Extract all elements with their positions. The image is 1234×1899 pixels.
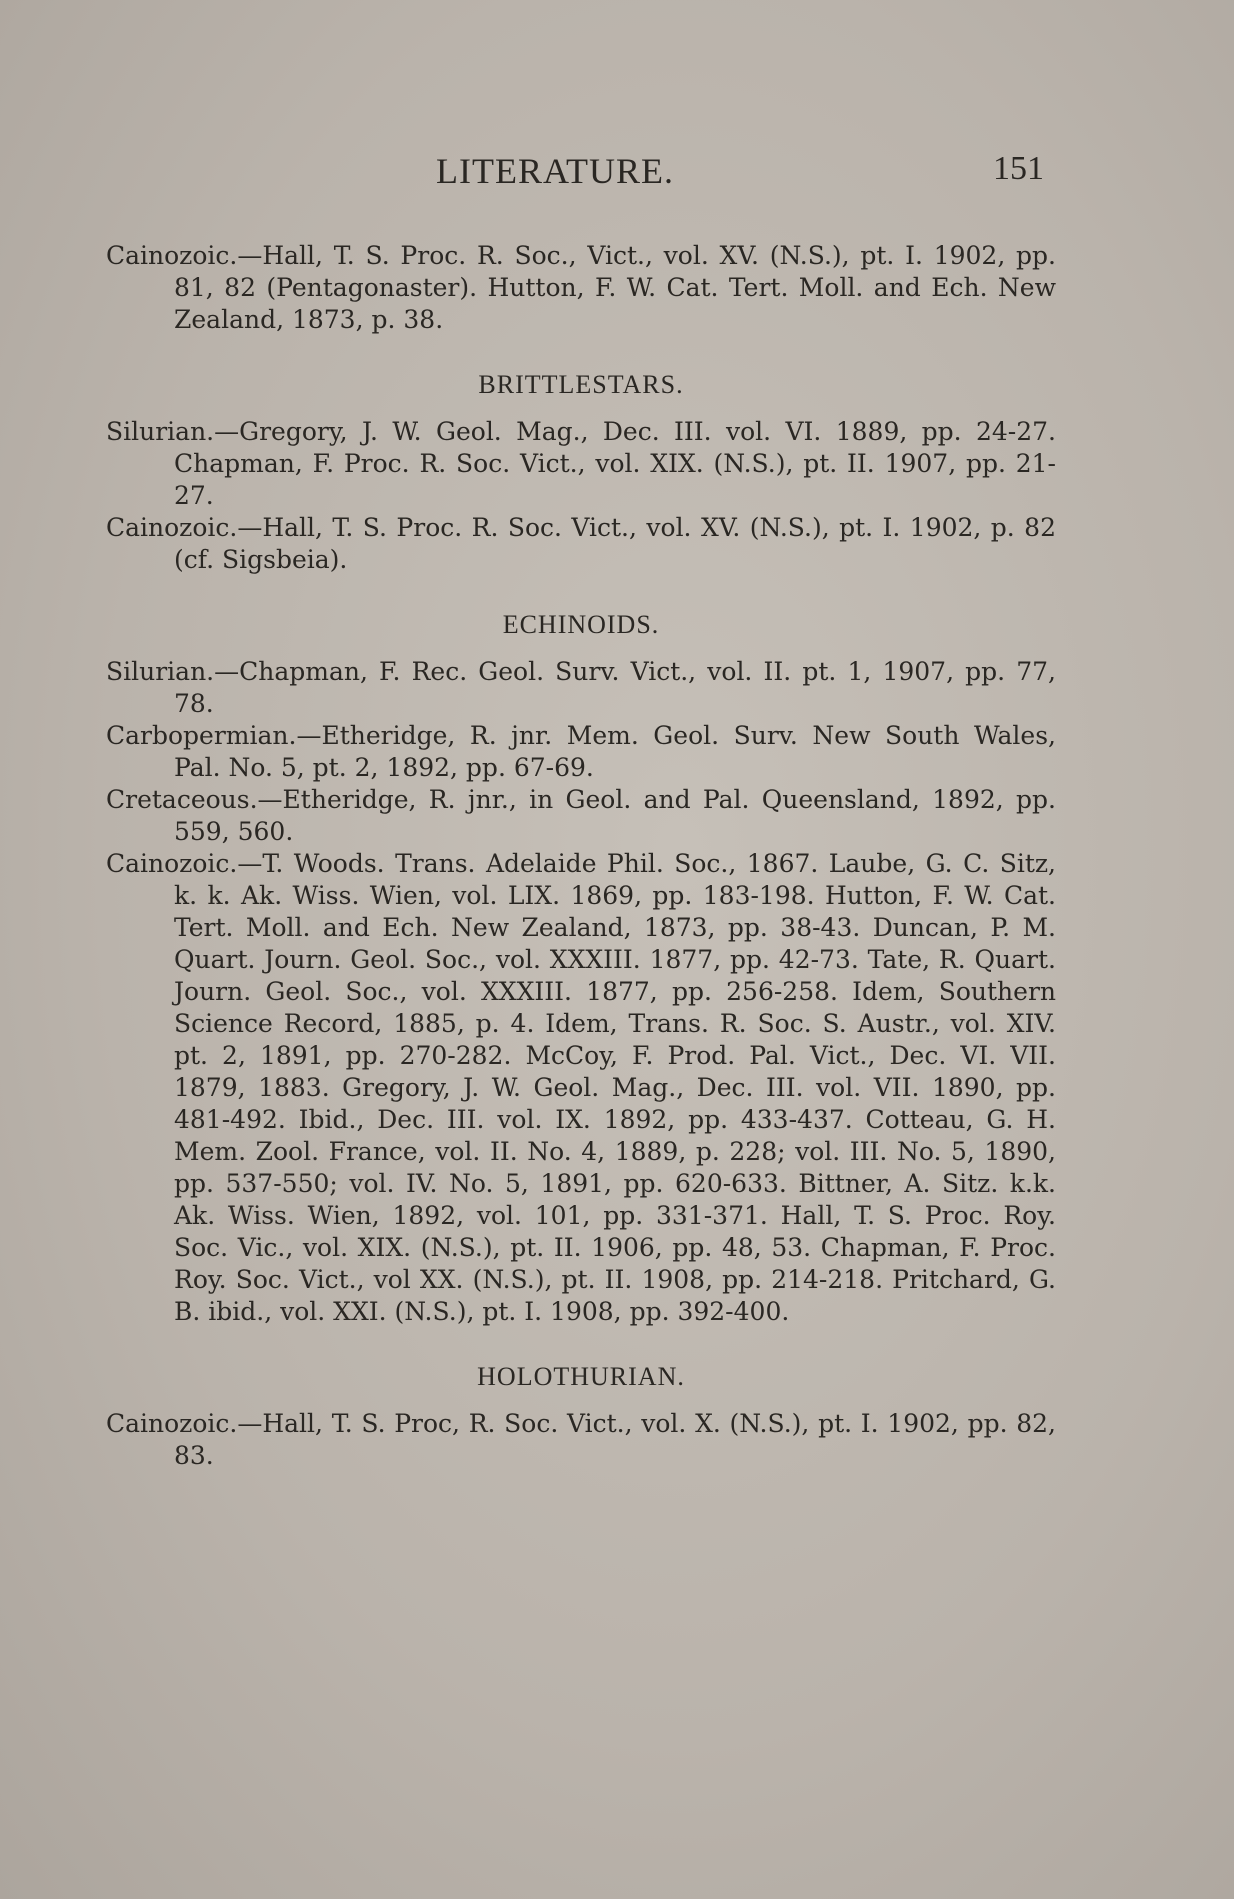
section-holothurian [106, 1362, 1056, 1472]
page-content [106, 240, 1056, 1472]
section-heading: HOLOTHURIAN. [477, 1362, 685, 1391]
page-number: 151 [993, 150, 1044, 187]
section-heading: BRITTLESTARS. [478, 370, 684, 399]
running-head: LITERATURE. [436, 151, 674, 191]
bibliography-entry: Cainozoic.—Hall, T. S. Proc. R. Soc., Vict., vol. XV. (N.S.), pt. I. 1902, pp. 81, 82 (Pentagonaster). Hutton, F. W. Cat. Tert. Moll. and Ech. New Zealand, 1873, p. 38. [106, 241, 1056, 334]
section-brittlestars [106, 370, 1056, 576]
bibliography-entry: Silurian.—Chapman, F. Rec. Geol. Surv. Vict., vol. II. pt. 1, 1907, pp. 77, 78. [106, 657, 1056, 718]
bibliography-entry: Carbopermian.—Etheridge, R. jnr. Mem. Geol. Surv. New South Wales, Pal. No. 5, pt. 2, 1892, pp. 67-69. [106, 721, 1056, 782]
bibliography-entry: Cretaceous.—Etheridge, R. jnr., in Geol. and Pal. Queensland, 1892, pp. 559, 560. [106, 785, 1056, 846]
bibliography-entry: Cainozoic.—Hall, T. S. Proc. R. Soc. Vict., vol. XV. (N.S.), pt. I. 1902, p. 82 (cf. Sigsbeia). [106, 513, 1056, 574]
bibliography-entry: Cainozoic.—T. Woods. Trans. Adelaide Phil. Soc., 1867. Laube, G. C. Sitz, k. k. Ak. Wiss. Wien, vol. LIX. 1869, pp. 183-198. Hutton, F. W. Cat. Tert. Moll. and Ech. New Zealand, 1873, pp. 38-43. Duncan, P. M. Quart. Journ. Geol. Soc., vol. XXXIII. 1877, pp. 42-73. Tate, R. Quart. Journ. Geol. Soc., vol. XXXIII. 1877, pp. 256-258. Idem, Southern Science Record, 1885, p. 4. Idem, Trans. R. Soc. S. Austr., vol. XIV. pt. 2, 1891, pp. 270-282. McCoy, F. Prod. Pal. Vict., Dec. VI. VII. 1879, 1883. Gregory, J. W. Geol. Mag., Dec. III. vol. VII. 1890, pp. 481-492. Ibid., Dec. III. vol. IX. 1892, pp. 433-437. Cotteau, G. H. Mem. Zool. France, vol. II. No. 4, 1889, p. 228; vol. III. No. 5, 1890, pp. 537-550; vol. IV. No. 5, 1891, pp. 620-633. Bittner, A. Sitz. k.k. Ak. Wiss. Wien, 1892, vol. 101, pp. 331-371. Hall, T. S. Proc. Roy. Soc. Vic., vol. XIX. (N.S.), pt. II. 1906, pp. 48, 53. Chapman, F. Proc. Roy. Soc. Vict., vol XX. (N.S.), pt. II. 1908, pp. 214-218. Pritchard, G. B. ibid., vol. XXI. (N.S.), pt. I. 1908, pp. 392-400. [106, 849, 1056, 1326]
section-heading: ECHINOIDS. [502, 610, 660, 639]
section-echinoids [106, 610, 1056, 1328]
bibliography-entry: Cainozoic.—Hall, T. S. Proc, R. Soc. Vict., vol. X. (N.S.), pt. I. 1902, pp. 82, 83. [106, 1409, 1056, 1470]
section-continuation [106, 240, 1056, 336]
bibliography-entry: Silurian.—Gregory, J. W. Geol. Mag., Dec. III. vol. VI. 1889, pp. 24-27. Chapman, F. Proc. R. Soc. Vict., vol. XIX. (N.S.), pt. II. 1907, pp. 21-27. [106, 417, 1056, 510]
